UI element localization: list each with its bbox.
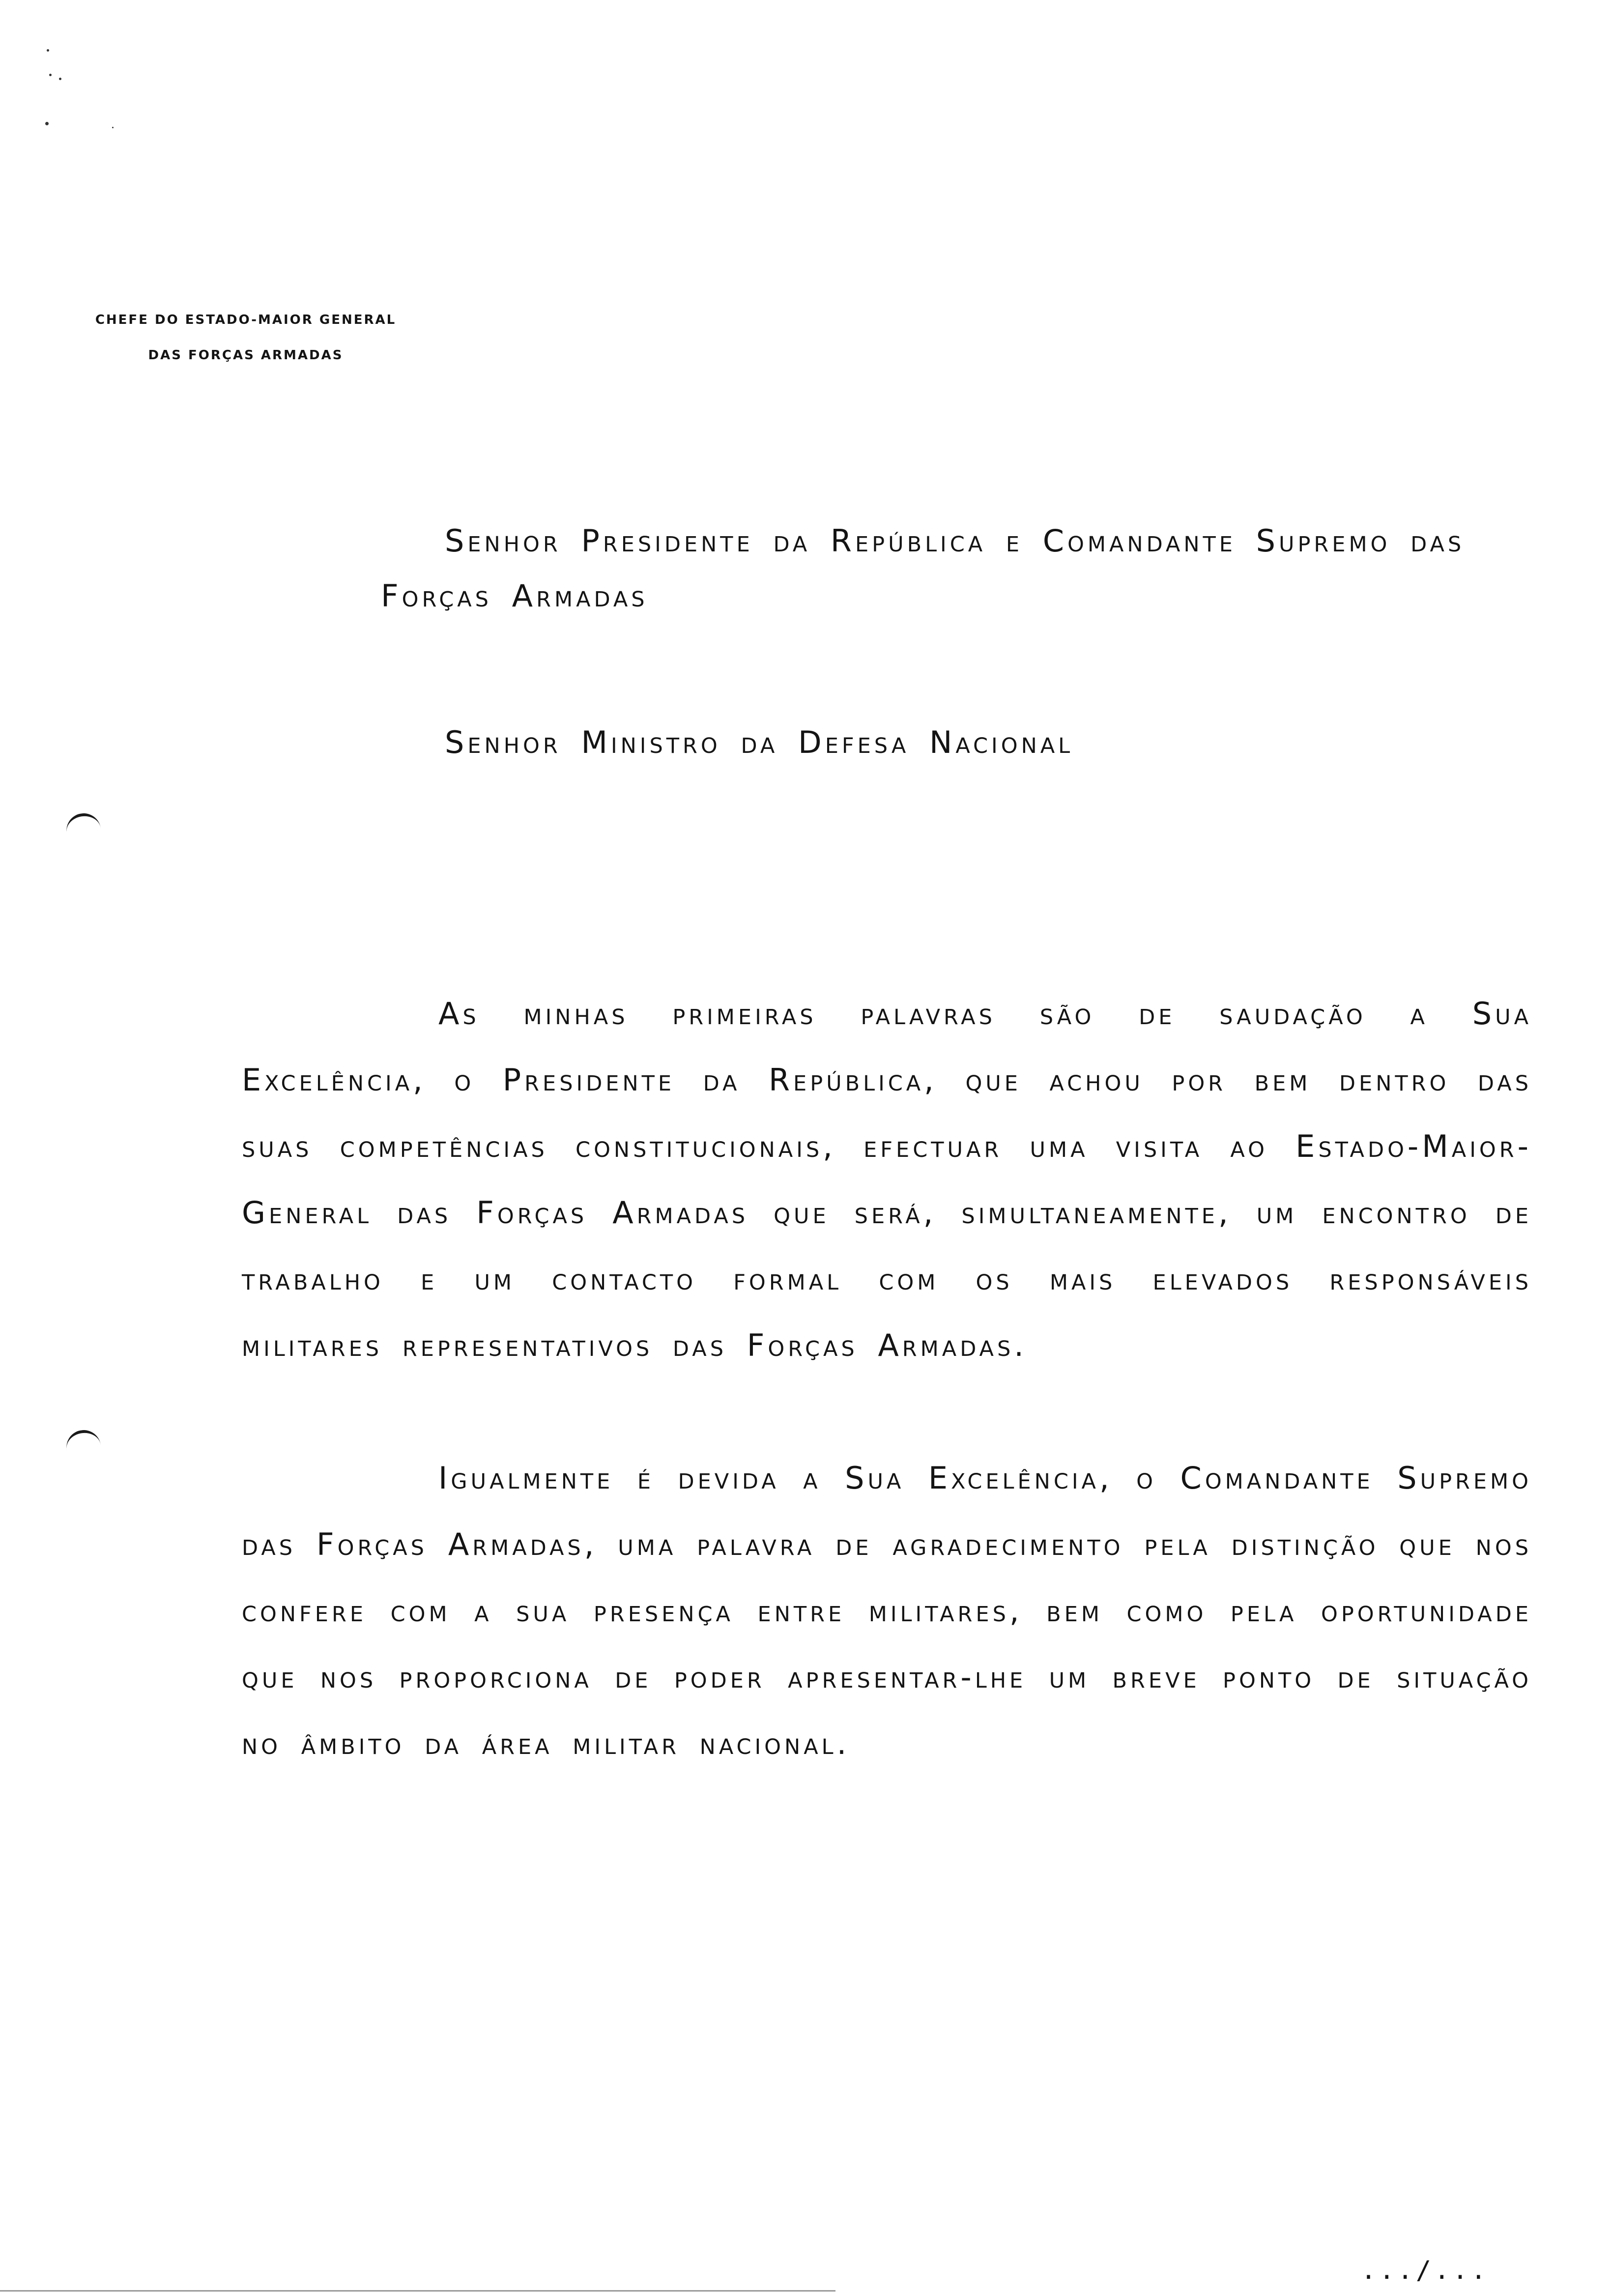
continuation-mark: .../... bbox=[1360, 2256, 1489, 2285]
scan-speck bbox=[47, 49, 49, 52]
body-paragraph-1: As minhas primeiras palavras são de saudação a Sua Excelência, o Presidente da República, que achou por bem dentro das suas competências constitucionais, efectuar uma visita ao Estado-Maior-General das Forças Armadas que será, simultaneamente, um encontro de trabalho e um contacto formal com os mais elevados responsáveis militares representativos das Forças Armadas. bbox=[242, 996, 1532, 1363]
binding-hole-mark bbox=[64, 1428, 103, 1464]
addressee-minister: Senhor Ministro da Defesa Nacional bbox=[445, 724, 1074, 760]
binding-hole-mark bbox=[64, 811, 103, 848]
addressee-president bbox=[381, 514, 1546, 624]
scan-edge-line bbox=[0, 2290, 835, 2292]
scan-speck bbox=[112, 127, 114, 128]
letterhead-subtitle: DAS FORÇAS ARMADAS bbox=[148, 348, 344, 363]
letterhead-title: CHEFE DO ESTADO-MAIOR GENERAL bbox=[95, 313, 397, 327]
scan-speck bbox=[49, 74, 52, 76]
scan-speck bbox=[59, 78, 61, 80]
addressee-president-text: Senhor Presidente da República e Comandante Supremo das Forças Armadas bbox=[381, 523, 1465, 614]
letterhead bbox=[74, 302, 418, 373]
body-paragraph-2: Igualmente é devida a Sua Excelência, o Comandante Supremo das Forças Armadas, uma palavra de agradecimento pela distinção que nos confere com a sua presença entre militares, bem como pela oportunidade que nos proporciona de poder apresentar-lhe um breve ponto de situação no âmbito da área militar nacional. bbox=[242, 1460, 1532, 1761]
scan-speck bbox=[45, 122, 49, 125]
